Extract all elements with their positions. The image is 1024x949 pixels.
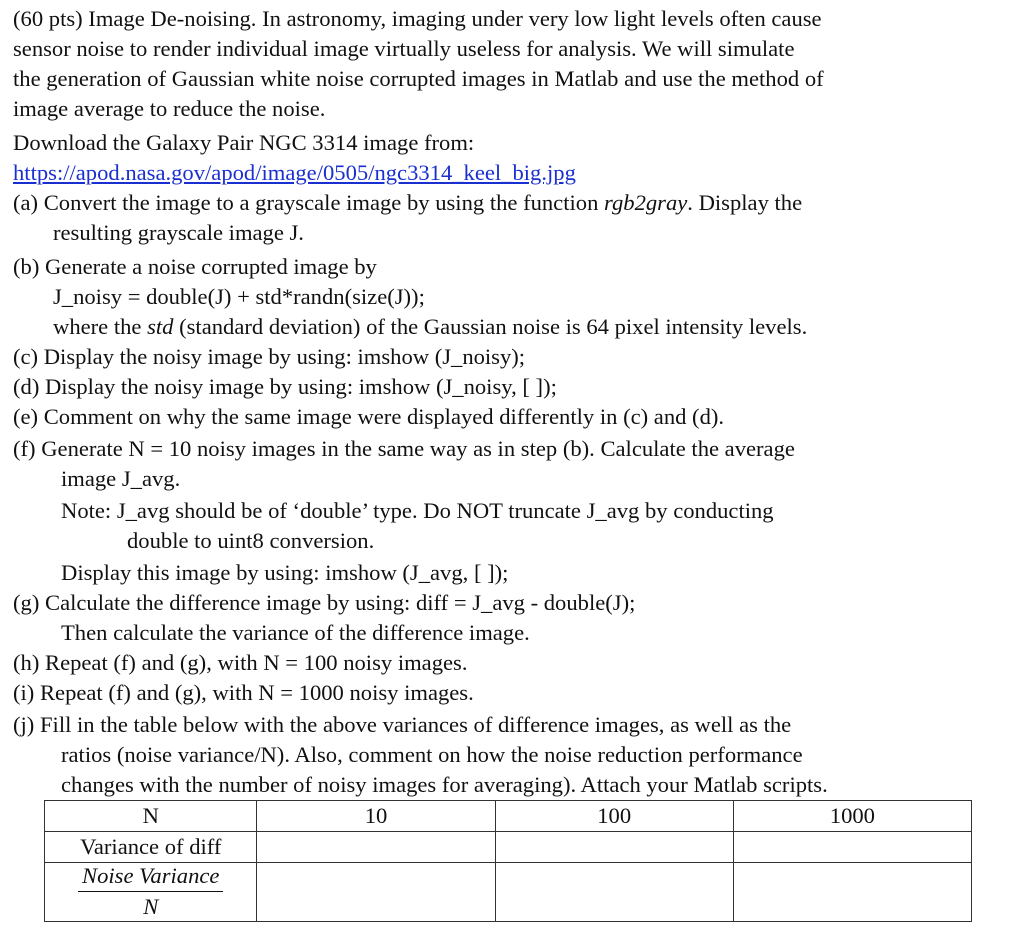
item-b-note-text: where the <box>53 314 148 339</box>
text-line: the generation of Gaussian white noise corrupted images in Matlab and use the method of <box>13 66 824 91</box>
item-b-line: (b) Generate a noise corrupted image by <box>13 254 377 279</box>
fraction-numerator: Noise Variance <box>78 863 223 892</box>
item-f-line: (f) Generate N = 10 noisy images in the same way as in step (b). Calculate the average <box>13 436 795 461</box>
text-line: sensor noise to render individual image virtually useless for analysis. We will simulate <box>13 36 795 61</box>
table-cell-empty[interactable] <box>257 863 495 922</box>
item-b-std: std <box>147 314 174 339</box>
item-a-text-end: . Display the <box>687 190 803 215</box>
item-f-continued: image J_avg. <box>61 466 181 491</box>
item-j-continued-2: changes with the number of noisy images for averaging). Attach your Matlab scripts. <box>61 772 828 797</box>
table-cell-empty[interactable] <box>733 832 971 863</box>
item-j-line: (j) Fill in the table below with the above variances of difference images, as well as the <box>13 712 792 737</box>
item-b-note <box>53 312 807 342</box>
table-header-100: 100 <box>495 801 733 832</box>
table-row-variance <box>45 832 972 863</box>
item-b-note-end: (standard deviation) of the Gaussian noise is 64 pixel intensity levels. <box>173 314 808 339</box>
item-f-display: Display this image by using: imshow (J_avg, [ ]); <box>61 560 509 585</box>
text-line-title: (60 pts) Image De-noising. In astronomy, imaging under very low light levels often cause <box>13 6 822 31</box>
item-g-line: (g) Calculate the difference image by using: diff = J_avg - double(J); <box>13 590 636 615</box>
item-a-line <box>13 188 802 218</box>
fraction <box>78 863 223 920</box>
table-cell-empty[interactable] <box>257 832 495 863</box>
item-e-line: (e) Comment on why the same image were displayed differently in (c) and (d). <box>13 404 725 429</box>
item-a-function-name: rgb2gray <box>604 190 688 215</box>
item-a-continued: resulting grayscale image J. <box>53 220 304 245</box>
item-c-line: (c) Display the noisy image by using: imshow (J_noisy); <box>13 344 526 369</box>
item-j-continued: ratios (noise variance/N). Also, comment on how the noise reduction performance <box>61 742 803 767</box>
table-cell-empty[interactable] <box>495 863 733 922</box>
item-g-continued: Then calculate the variance of the difference image. <box>61 620 530 645</box>
table-header-1000: 1000 <box>733 801 971 832</box>
item-i-line: (i) Repeat (f) and (g), with N = 1000 noisy images. <box>13 680 474 705</box>
image-url-link[interactable]: https://apod.nasa.gov/apod/image/0505/ngc3314_keel_big.jpg <box>13 160 576 185</box>
fraction-denominator: N <box>143 894 159 919</box>
text-line-download: Download the Galaxy Pair NGC 3314 image from: <box>13 130 475 155</box>
table-header-row <box>45 801 972 832</box>
table-cell-empty[interactable] <box>495 832 733 863</box>
table-cell-empty[interactable] <box>733 863 971 922</box>
item-a-text: (a) Convert the image to a grayscale image by using the function <box>13 190 605 215</box>
table-header-10: 10 <box>257 801 495 832</box>
item-h-line: (h) Repeat (f) and (g), with N = 100 noisy images. <box>13 650 468 675</box>
item-f-note: Note: J_avg should be of ‘double’ type. Do NOT truncate J_avg by conducting <box>61 498 774 523</box>
variance-table <box>44 800 972 922</box>
item-d-line: (d) Display the noisy image by using: imshow (J_noisy, [ ]); <box>13 374 557 399</box>
table-header-n: N <box>45 801 257 832</box>
item-b-code: J_noisy = double(J) + std*randn(size(J)); <box>53 284 425 309</box>
text-line: image average to reduce the noise. <box>13 96 326 121</box>
table-row-label-ratio <box>45 863 257 922</box>
table-row-label-variance: Variance of diff <box>45 832 257 863</box>
table-row-ratio <box>45 863 972 922</box>
item-f-note-continued: double to uint8 conversion. <box>127 528 375 553</box>
